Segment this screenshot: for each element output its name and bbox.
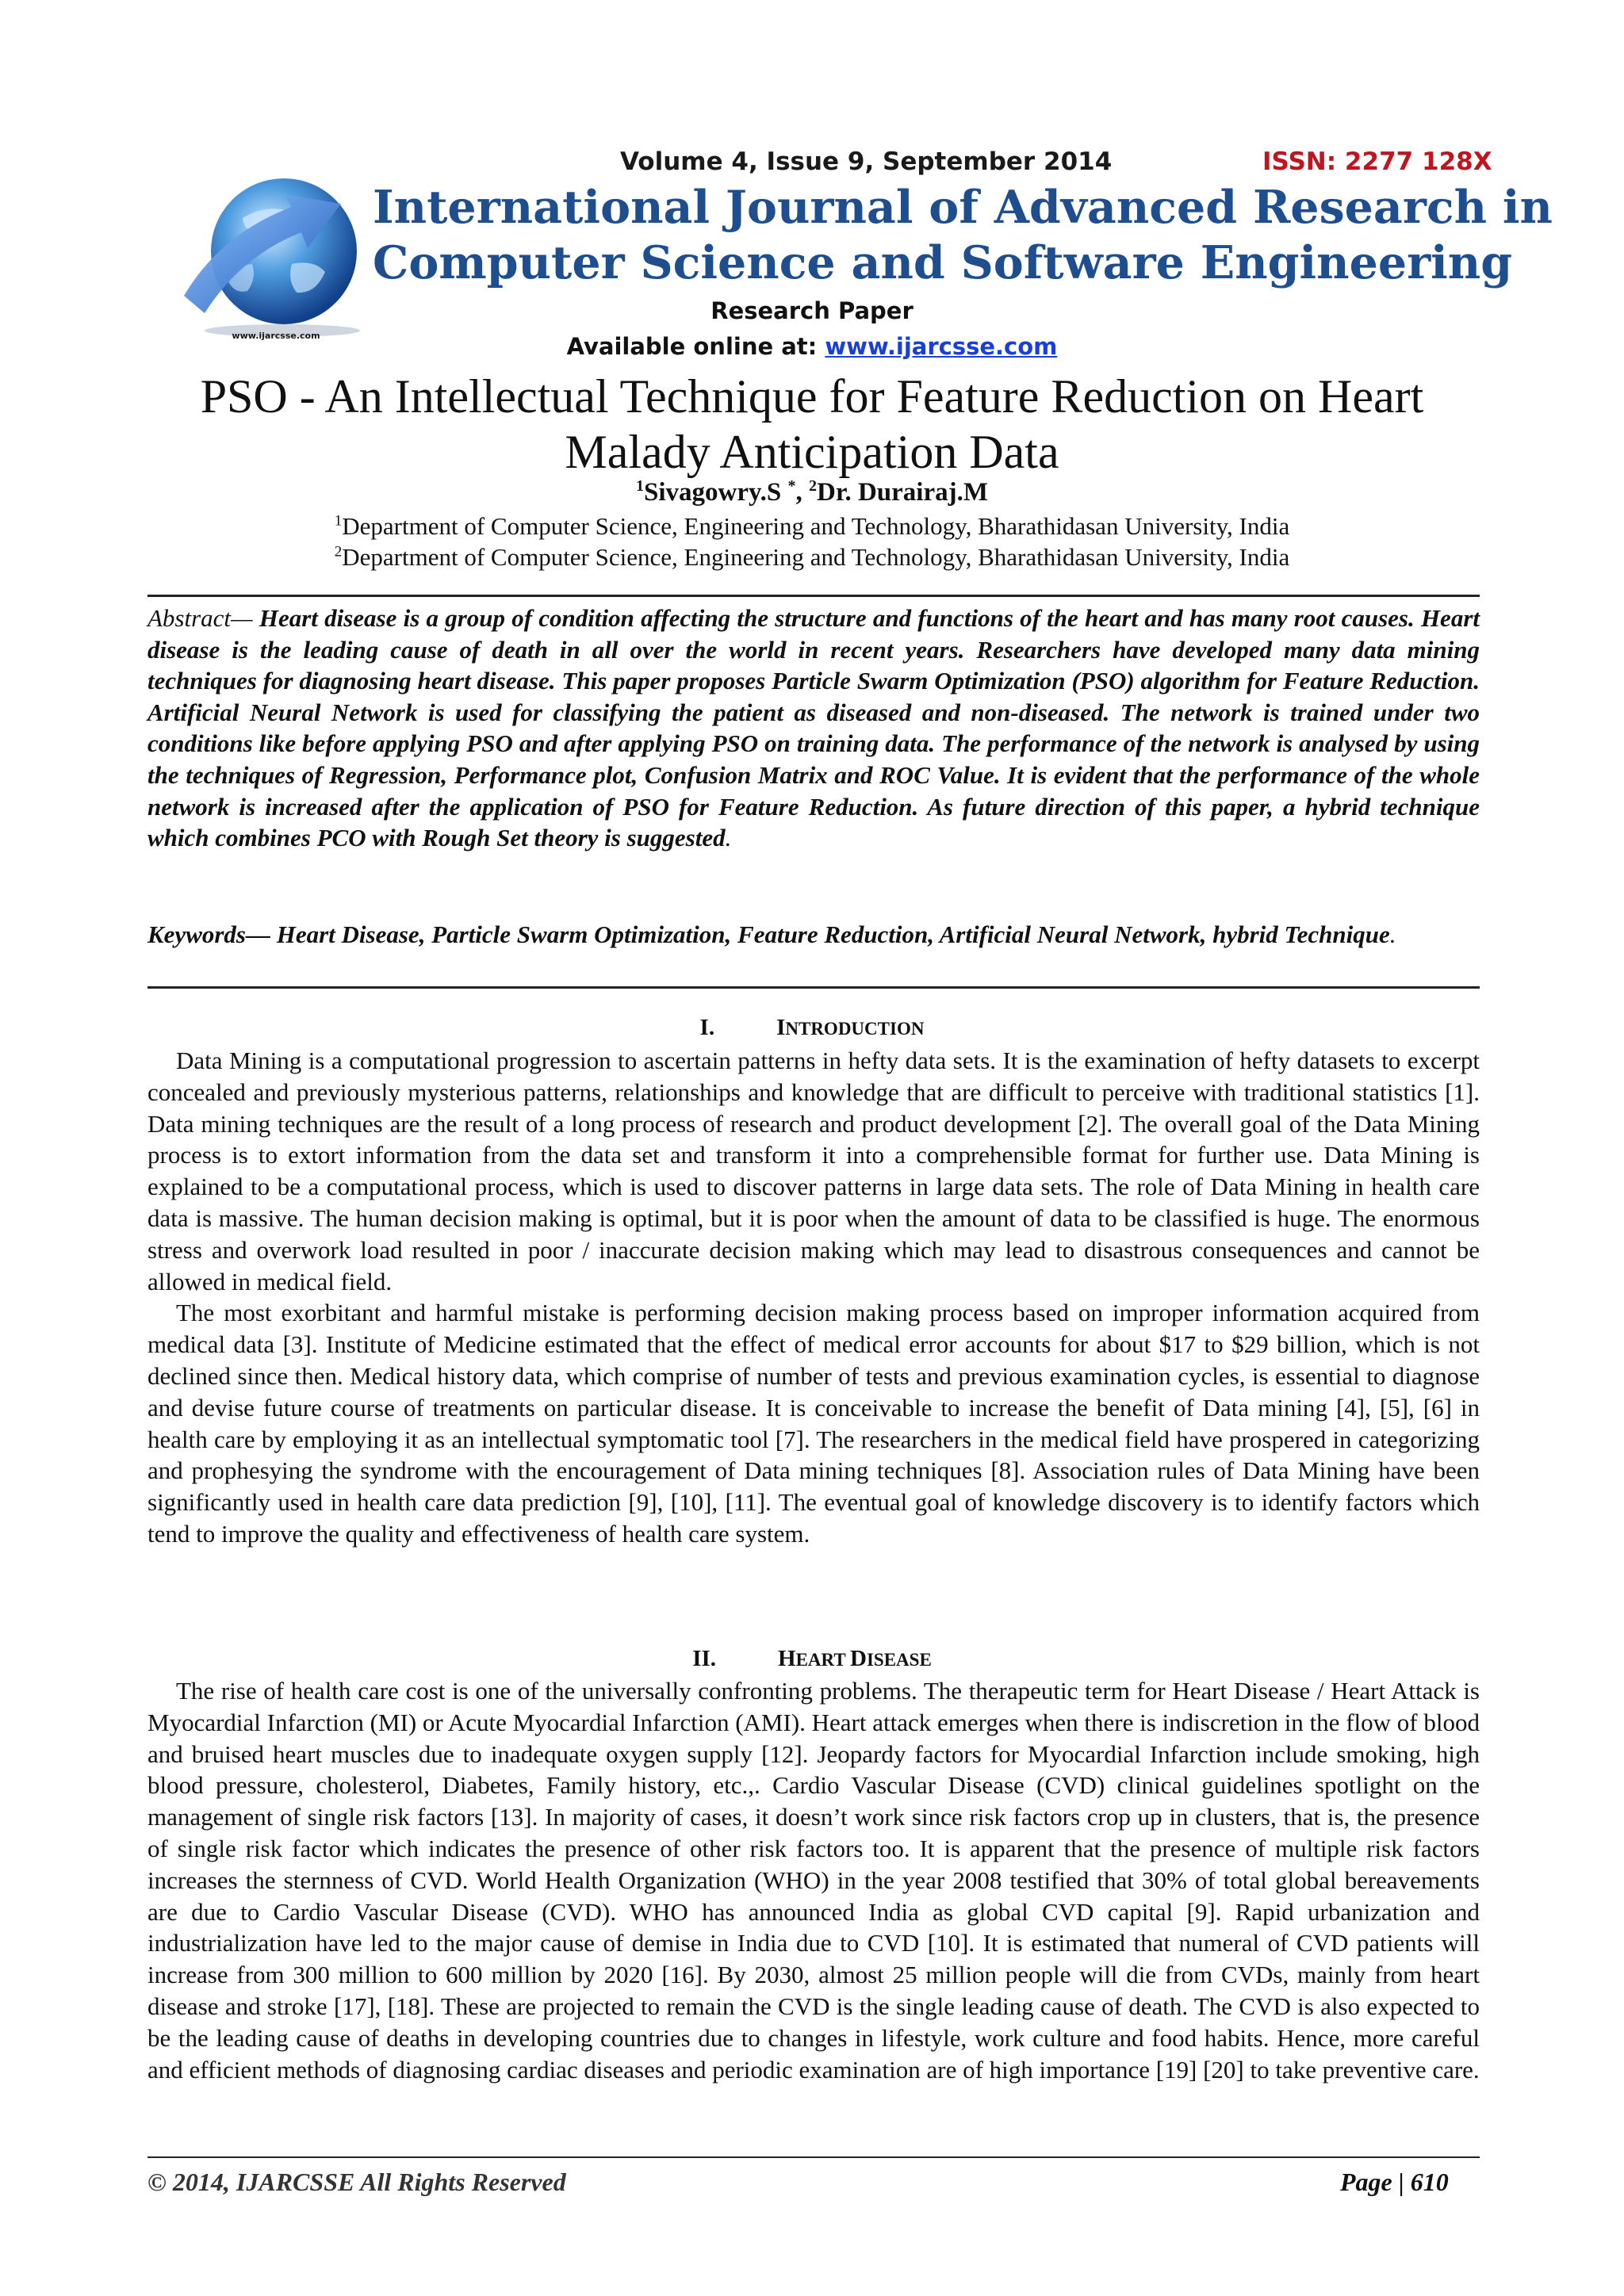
section-heading-heart-disease: [0, 1646, 1624, 1672]
journal-website-link[interactable]: www.ijarcsse.com: [825, 333, 1058, 360]
issn-number: ISSN: 2277 128X: [1262, 147, 1492, 176]
abstract-label: Abstract—: [147, 604, 253, 632]
affiliation-1: [0, 512, 1624, 541]
author-separator: ,: [795, 478, 810, 507]
keywords-text: Heart Disease, Particle Swarm Optimization, Feature Reduction, Artificial Neural Network, hybrid Technique: [270, 920, 1390, 948]
introduction-body: [147, 1045, 1480, 1550]
section-2-title-rest-2: ISEASE: [866, 1650, 932, 1670]
paper-title-line-2: Malady Anticipation Data: [565, 426, 1059, 478]
affiliation-1-mark: 1: [334, 512, 343, 530]
section-1-number: I.: [699, 1015, 715, 1040]
abstract-top-rule: [147, 595, 1480, 597]
section-1-title-initial: I: [776, 1015, 786, 1040]
affiliation-2-text: Department of Computer Science, Engineering and Technology, Bharathidasan University, India: [342, 543, 1290, 571]
available-online-line: [0, 333, 1624, 360]
volume-issue-date: Volume 4, Issue 9, September 2014: [620, 147, 1113, 176]
keywords-end: .: [1389, 920, 1396, 948]
intro-paragraph-2: The most exorbitant and harmful mistake is performing decision making process based on improper information acquired from medical data [3]. Institute of Medicine estimated that the effect of medical error accounts for about $17 to $29 billion, which is not declined since then. Medical history data, which comprise of number of tests and previous examination cycles, is essential to diagnose and devise future course of treatments on particular disease. It is conceivable to increase the benefit of Data mining [4], [5], [6] in health care by employing it as an intellectual symptomatic tool [7]. The researchers in the medical field have prospered in categorizing and prophesying the syndrome with the encouragement of Data mining techniques [8]. Association rules of Data Mining have been significantly used in health care data prediction [9], [10], [11]. The eventual goal of knowledge discovery is to identify factors which tend to improve the quality and effectiveness of health care system.: [147, 1299, 1480, 1548]
abstract-bottom-rule: [147, 986, 1480, 989]
paper-type-label: Research Paper: [710, 297, 914, 324]
section-2-title-initial-1: H: [778, 1646, 796, 1671]
paper-title-line-1: PSO - An Intellectual Technique for Feature Reduction on Heart: [200, 370, 1424, 423]
author-1-name: Sivagowry.S: [643, 478, 782, 507]
abstract-end: .: [725, 824, 732, 852]
available-online-label: Available online at:: [566, 333, 825, 360]
journal-title-line-1: International Journal of Advanced Research in: [373, 181, 1553, 234]
affiliation-2: [0, 543, 1624, 572]
keywords: [147, 919, 1480, 950]
page-number: Page | 610: [1340, 2168, 1449, 2196]
section-2-number: II.: [692, 1646, 717, 1671]
affiliation-2-mark: 2: [334, 543, 343, 561]
intro-paragraph-1: Data Mining is a computational progression to ascertain patterns in hefty data sets. It is the examination of hefty datasets to excerpt concealed and previously mysterious patterns, relationships and knowledge that are difficult to perceive with traditional statistics [1]. Data mining techniques are the result of a long process of research and product development [2]. The overall goal of the Data Mining process is to extort information from the data set and transform it into a comprehensible format for further use. Data Mining is explained to be a computational process, which is used to discover patterns in large data sets. The role of Data Mining in health care data is massive. The human decision making is optimal, but it is poor when the amount of data to be classified is huge. The enormous stress and overwork load resulted in poor / inaccurate decision making which may lead to disastrous consequences and cannot be allowed in medical field.: [147, 1047, 1480, 1295]
heart-disease-body: [147, 1675, 1480, 2085]
abstract: [147, 603, 1480, 854]
section-1-title-rest: NTRODUCTION: [785, 1019, 925, 1039]
heart-paragraph-1: The rise of health care cost is one of the universally confronting problems. The therapeutic term for Heart Disease / Heart Attack is Myocardial Infarction (MI) or Acute Myocardial Infarction (AMI). Heart attack emerges when there is indiscretion in the flow of blood and bruised heart muscles due to inadequate oxygen supply [12]. Jeopardy factors for Myocardial Infarction include smoking, high blood pressure, cholesterol, Diabetes, Family history, etc.,. Cardio Vascular Disease (CVD) clinical guidelines spotlight on the management of single risk factors [13]. In majority of cases, it doesn’t work since risk factors crop up in clusters, that is, the presence of single risk factor which indicates the presence of other risk factors too. It is apparent that the presence of multiple risk factors increases the sternness of CVD. World Health Organization (WHO) in the year 2008 testified that 30% of total global bereavements are due to Cardio Vascular Disease (CVD). WHO has announced India as global CVD capital [9]. Rapid urbanization and industrialization have led to the major cause of demise in India due to CVD [10]. It is estimated that numeral of CVD patients will increase from 300 million to 600 million by 2020 [16]. By 2030, almost 25 million people will die from CVDs, mainly from heart disease and stroke [17], [18]. These are projected to remain the CVD is the single leading cause of death. The CVD is also expected to be the leading cause of deaths in developing countries due to changes in lifestyle, work culture and food habits. Hence, more careful and efficient methods of diagnosing cardiac diseases and periodic examination are of high importance [19] [20] to take preventive care.: [147, 1677, 1480, 2084]
author-1-affiliation-mark: 1: [635, 477, 644, 495]
section-2-title-rest-1: EART: [795, 1650, 851, 1670]
author-2-affiliation-mark: 2: [809, 477, 818, 495]
corresponding-author-mark: *: [787, 477, 796, 495]
logo-url-text: www.ijarcsse.com: [232, 331, 320, 341]
abstract-text: Heart disease is a group of condition affecting the structure and functions of the heart and has many root causes. Heart disease is the leading cause of death in all over the world in recent years. Researchers have developed many data mining techniques for diagnosing heart disease. This paper proposes Particle Swarm Optimization (PSO) algorithm for Feature Reduction. Artificial Neural Network is used for classifying the patient as diseased and non-diseased. The network is trained under two conditions like before applying PSO and after applying PSO on training data. The performance of the network is analysed by using the techniques of Regression, Performance plot, Confusion Matrix and ROC Value. It is evident that the performance of the whole network is increased after the application of PSO for Feature Reduction. As future direction of this paper, a hybrid technique which combines PCO with Rough Set theory is suggested: [147, 604, 1480, 852]
journal-title-line-2: Computer Science and Software Engineering: [373, 236, 1513, 289]
affiliation-1-text: Department of Computer Science, Engineering and Technology, Bharathidasan University, India: [342, 512, 1290, 540]
keywords-label: Keywords—: [147, 920, 270, 948]
author-2-name: Dr. Durairaj.M: [817, 478, 989, 507]
author-list: [0, 477, 1624, 507]
copyright-notice: © 2014, IJARCSSE All Rights Reserved: [147, 2168, 566, 2196]
footer-rule: [147, 2156, 1480, 2158]
section-heading-introduction: [0, 1015, 1624, 1041]
section-2-title-initial-2: D: [850, 1646, 867, 1671]
